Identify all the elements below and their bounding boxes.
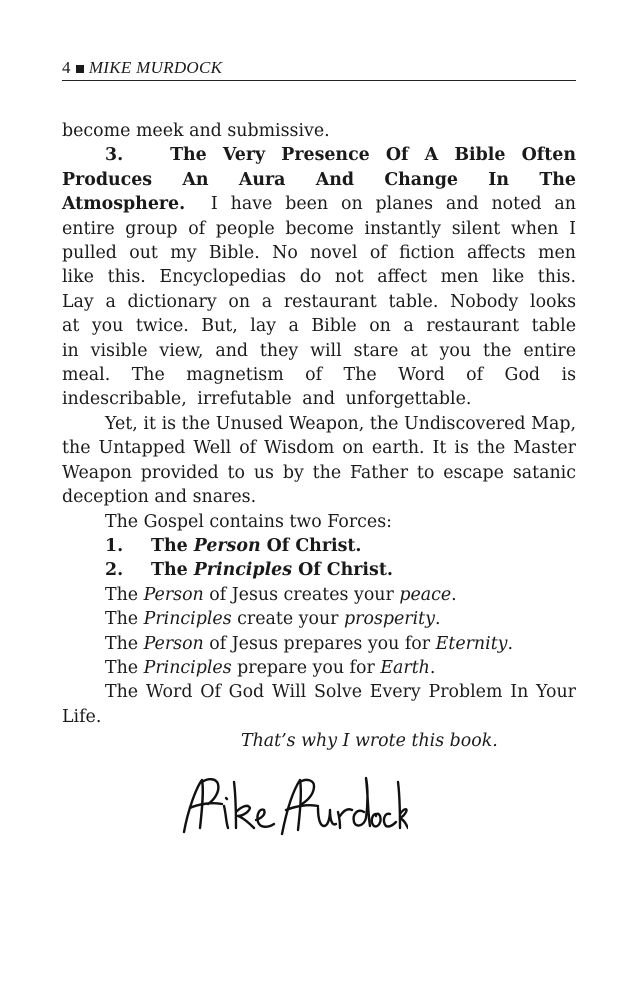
signature-stroke: [256, 810, 274, 827]
list-item: 1. The Person Of Christ.: [105, 535, 362, 556]
paragraph-unused-weapon: Yet, it is the Unused Weapon, the Undiscovered Map, the Untapped Well of Wisdom on earth. It is the Master Weapon provided to us by the Father to escape satanic deception and snares.: [62, 413, 576, 508]
page-number: 4: [62, 58, 71, 77]
signature-stroke: [286, 805, 318, 810]
paragraph-word-of-god: The Word Of God Will Solve Every Problem In Your Life.: [62, 682, 576, 727]
signature-stroke: [234, 782, 254, 828]
list-item: 2. The Principles Of Christ.: [105, 560, 393, 581]
paragraph-continuation: become meek and submissive.: [62, 121, 330, 141]
statement-line: The Person of Jesus creates your peace.: [105, 584, 457, 605]
point-3-text: I have been on planes and noted an entire group of people become instantly silent when I pulled out my Bible. No novel of fiction affects men like this. Encyclopedias do not affect men like this. Lay a dictionary on a restaurant table. Nobody looks at you twice. But, lay a Bible on a restaurant table in visible view, and they will stare at you the entire meal. The magnetism of The Word of God is indescribable, irrefutable and unforgettable.: [62, 194, 576, 410]
statement-line: The Principles create your prosperity.: [105, 609, 441, 630]
statement-line: The Principles prepare you for Earth.: [105, 657, 436, 678]
signature-stroke: [190, 803, 222, 808]
point-3-heading: The Very Presence Of A Bible Often Produces An Aura And Change In The Atmosphere.: [62, 145, 576, 215]
forces-list: [62, 534, 576, 583]
signature-stroke: [384, 814, 396, 827]
paragraph-point-3: [62, 143, 576, 411]
running-header: [62, 58, 576, 81]
body-text: [62, 119, 576, 754]
statement-line: The Person of Jesus prepares you for Eternity.: [105, 633, 514, 654]
signature-stroke: [398, 782, 408, 828]
signature-stroke: [318, 808, 336, 826]
signature-stroke: [372, 814, 381, 827]
square-bullet-icon: [76, 65, 84, 73]
header-author: MIKE MURDOCK: [88, 58, 223, 77]
paragraph-two-forces: The Gospel contains two Forces:: [105, 511, 392, 532]
signature-stroke: [224, 798, 228, 828]
closing-line: That’s why I wrote this book.: [241, 731, 498, 752]
signature-stroke: [354, 778, 370, 826]
signature-image: [178, 770, 408, 850]
point-3-number: 3.: [105, 145, 124, 166]
signature-stroke: [338, 809, 352, 828]
header-text: [62, 58, 222, 78]
